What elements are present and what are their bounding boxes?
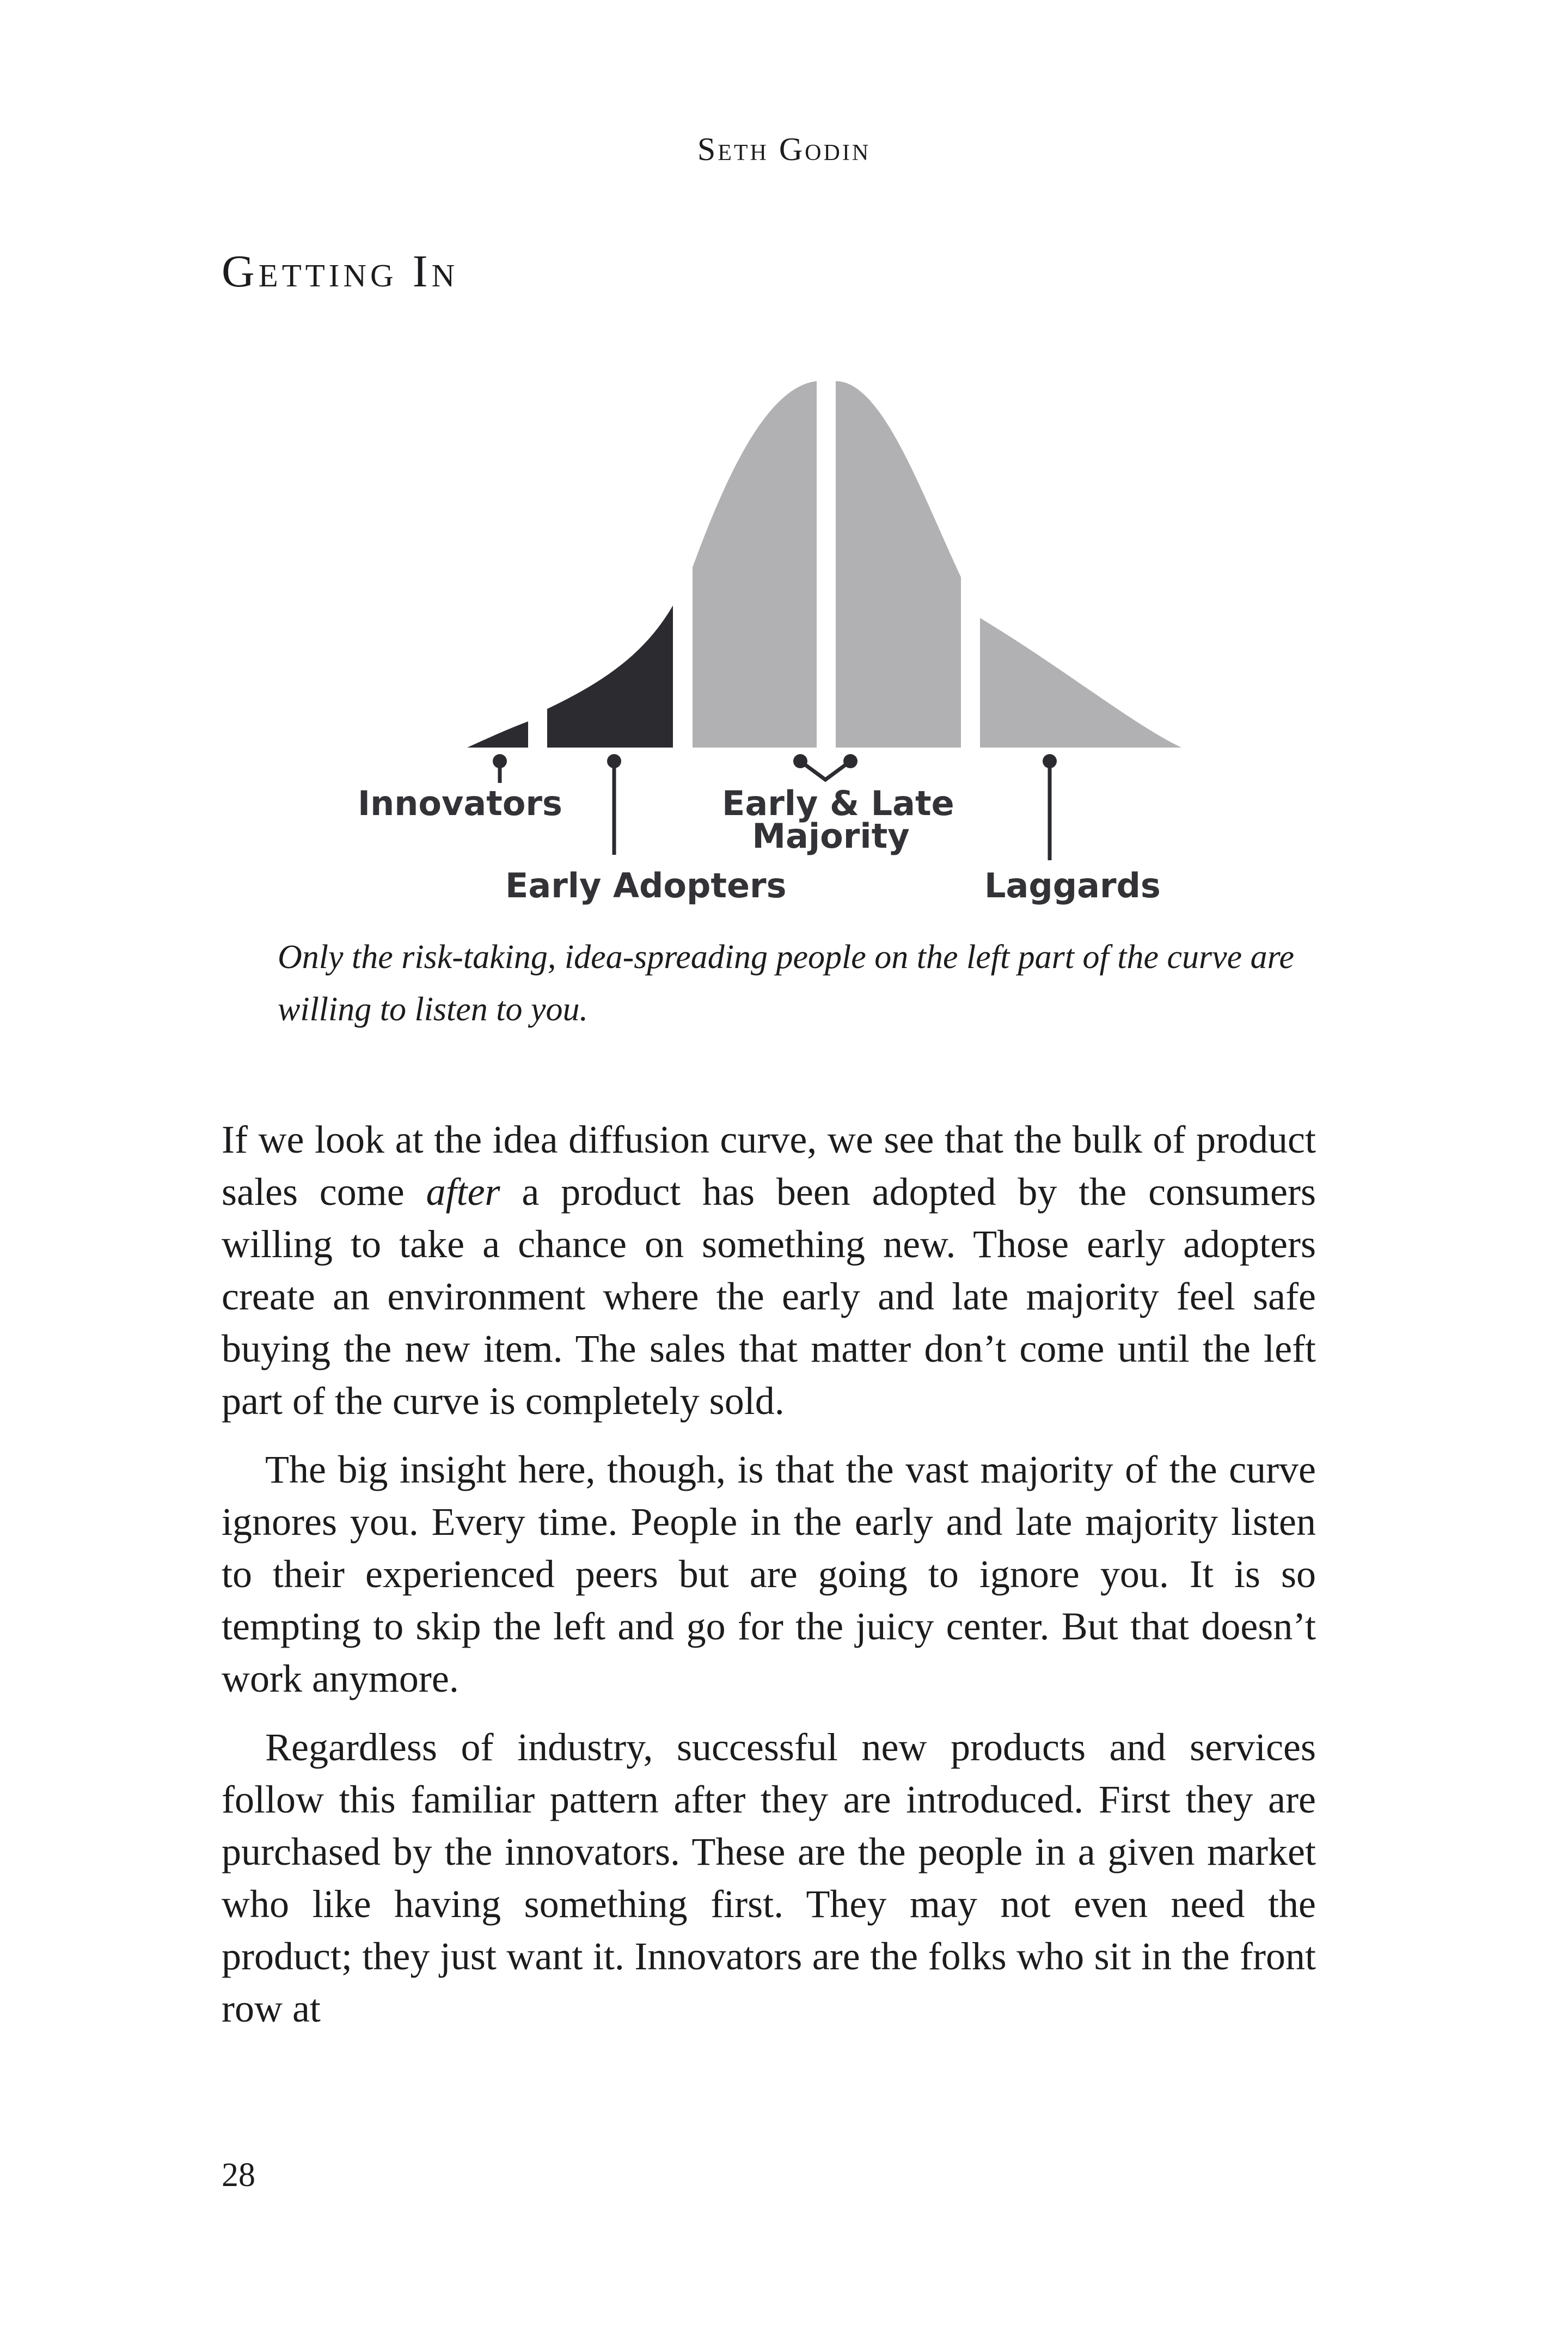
pin-early-adopters <box>607 754 621 855</box>
figure-caption: Only the risk-taking, idea-spreading people on the left part of the curve are willing to listen to you. <box>278 939 1295 1028</box>
pin-laggards <box>1043 754 1057 860</box>
segment-innovators <box>467 721 528 748</box>
segment-laggards <box>980 618 1181 748</box>
label-laggards: Laggards <box>984 866 1161 905</box>
paragraph-1 <box>222 1113 1316 1427</box>
label-early-adopters: Early Adopters <box>505 866 787 905</box>
paragraph-1-emphasis: after <box>426 1170 500 1214</box>
paragraph-1-text-a: If we look at the idea diffusion curve, we see that the bulk of product sales come <box>222 1118 1316 1214</box>
label-majority-line2: Majority <box>752 816 910 856</box>
label-innovators: Innovators <box>358 783 562 823</box>
running-head: Seth Godin <box>697 131 871 167</box>
segment-early-majority <box>693 381 817 748</box>
section-title: Getting In <box>222 246 459 297</box>
segment-early-adopters <box>547 605 673 748</box>
pin-innovators <box>493 754 507 783</box>
paragraph-2: The big insight here, though, is that the vast majority of the curve ignores you. Every time. People in the early and late majority listen to their experienced peers but are going to ignore you. It is so tempting to skip the left and go for the juicy center. But that doesn’t work anymore. <box>222 1448 1316 1700</box>
label-majority-line1: Early & Late <box>722 783 954 823</box>
diffusion-curve-figure <box>0 0 1568 926</box>
paragraph-1-text-b: a product has been adopted by the consumers willing to take a chance on something new. Those early adopters create an environment where the early and late majority feel safe buying the new item. The sales that matter don’t come until the left part of the curve is completely sold. <box>222 1170 1316 1423</box>
page-number: 28 <box>222 2157 255 2194</box>
body-text <box>222 1113 1316 2051</box>
pin-majority <box>793 754 857 780</box>
segment-late-majority <box>836 381 961 748</box>
paragraph-3: Regardless of industry, successful new products and services follow this familiar pattern after they are introduced. First they are purchased by the innovators. These are the people in a given market who like having something first. They may not even need the product; they just want it. Innovators are the folks who sit in the front row at <box>222 1725 1316 2030</box>
